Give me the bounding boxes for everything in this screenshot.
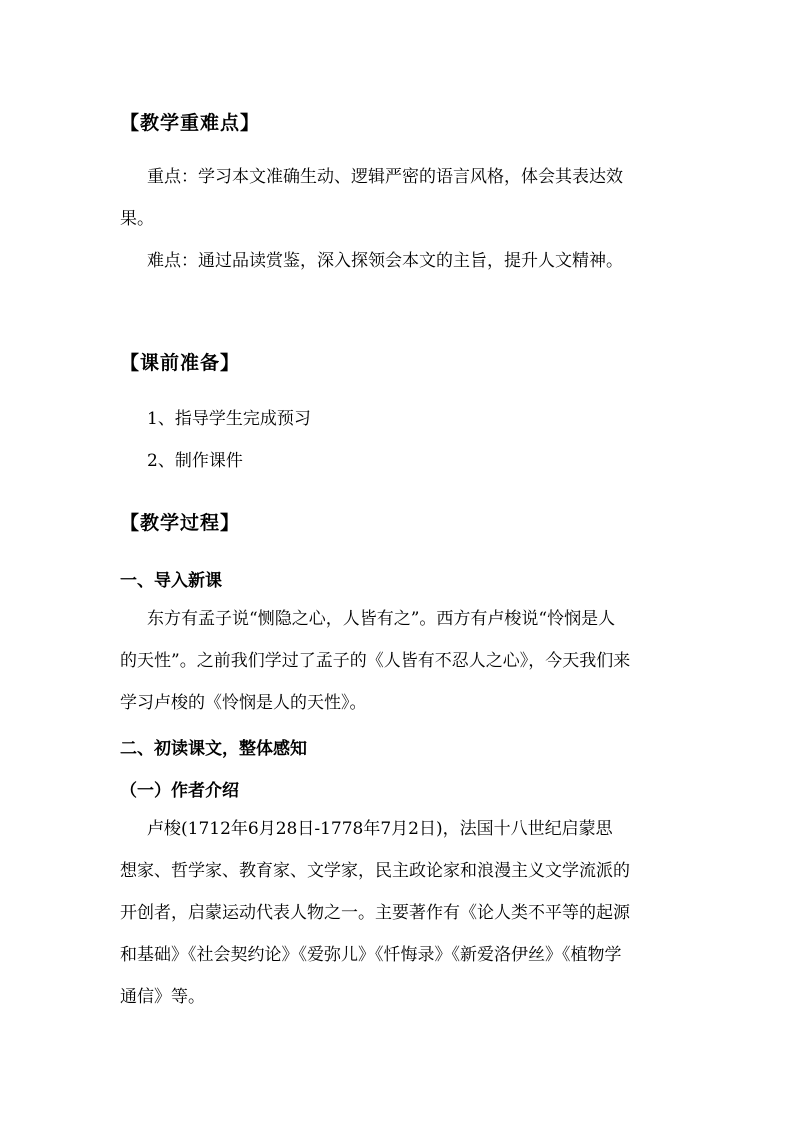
difficulty-line: 难点：通过品读赏鉴，深入探领会本文的主旨，提升人文精神。 <box>147 251 623 271</box>
part2-subtitle: （一）作者介绍 <box>120 781 239 801</box>
key-point-line: 重点：学习本文准确生动、逻辑严密的语言风格，体会其表达效 <box>147 167 623 187</box>
author-line: 通信》等。 <box>120 987 205 1007</box>
intro-line: 学习卢梭的《怜悯是人的天性》。 <box>120 693 367 713</box>
author-line: 和基础》《社会契约论》《爱弥儿》《忏悔录》《新爱洛伊丝》《植物学 <box>120 945 622 965</box>
part1-title: 一、导入新课 <box>120 571 222 591</box>
intro-line: 的天性”。之前我们学过了孟子的《人皆有不忍人之心》，今天我们来 <box>120 651 631 671</box>
preparation-heading: 【课前准备】 <box>120 352 241 374</box>
author-line: 卢梭(1712年6月28日-1778年7月2日)，法国十八世纪启蒙思 <box>147 819 613 839</box>
intro-line: 东方有孟子说“恻隐之心，人皆有之”。西方有卢梭说“怜悯是人 <box>147 609 616 629</box>
author-line: 想家、哲学家、教育家、文学家，民主政论家和浪漫主义文学流派的 <box>120 861 630 881</box>
key-points-heading: 【教学重难点】 <box>120 112 261 134</box>
process-heading: 【教学过程】 <box>120 512 241 534</box>
preparation-item: 2、制作课件 <box>147 451 243 471</box>
part2-title: 二、初读课文，整体感知 <box>120 739 307 759</box>
author-line: 开创者，启蒙运动代表人物之一。主要著作有《论人类不平等的起源 <box>120 903 630 923</box>
preparation-item: 1、指导学生完成预习 <box>147 409 311 429</box>
key-point-line: 果。 <box>120 209 154 229</box>
